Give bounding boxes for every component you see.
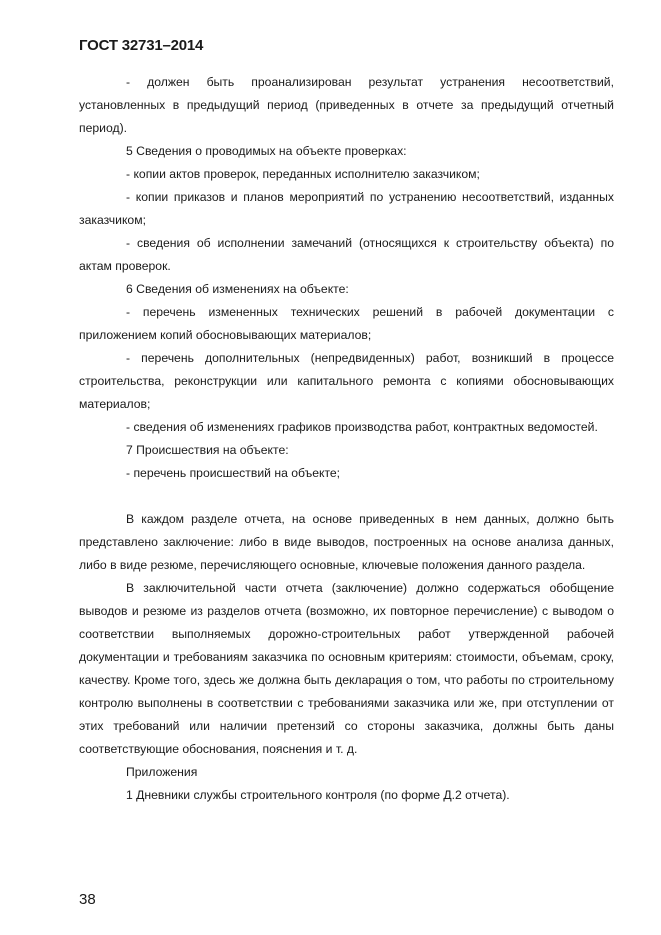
paragraph: В каждом разделе отчета, на основе приведенных в нем данных, должно быть представлено заключение: либо в виде выводов, построенных на основе анализа данных, либо в виде резюме, перечисляющего основные, ключевые положения данного раздела. bbox=[79, 512, 614, 572]
list-item: - перечень дополнительных (непредвиденных) работ, возникший в процессе строительства, реконструкции или капитального ремонта с копиями обосновывающих материалов; bbox=[79, 351, 614, 411]
section-heading: 7 Происшествия на объекте: bbox=[126, 443, 289, 457]
list-item: - копии приказов и планов мероприятий по устранению несоответствий, изданных заказчиком; bbox=[79, 190, 614, 227]
appendix-heading: Приложения bbox=[126, 765, 198, 779]
list-item: - перечень происшествий на объекте; bbox=[126, 466, 341, 480]
appendix-item: 1 Дневники службы строительного контроля (по форме Д.2 отчета). bbox=[126, 788, 510, 802]
document-id: ГОСТ 32731–2014 bbox=[79, 37, 204, 54]
list-item: - перечень измененных технических решений в рабочей документации с приложением копий обосновывающих материалов; bbox=[79, 305, 614, 342]
paragraph: В заключительной части отчета (заключение) должно содержаться обобщение выводов и резюме из разделов отчета (возможно, их повторное перечисление) с выводом о соответствии выполняемых дорожно-строительных работ утвержденной рабочей документации и требованиям заказчика по основным критериям: стоимости, объемам, сроку, качеству. Кроме того, здесь же должна быть декларация о том, что работы по строительному контролю выполнены в соответствии с требованиями заказчика или же, при отступлении от этих требований или наличии претензий со стороны заказчика, должны быть даны соответствующие обоснования, пояснения и т. д. bbox=[79, 581, 614, 756]
section-heading: 6 Сведения об изменениях на объекте: bbox=[126, 282, 349, 296]
paragraph: - должен быть проанализирован результат устранения несоответствий, установленных в предыдущий период (приведенных в отчете за предыдущий отчетный период). bbox=[79, 75, 614, 135]
list-item: - копии актов проверок, переданных исполнителю заказчиком; bbox=[126, 167, 480, 181]
list-item: - сведения об изменениях графиков производства работ, контрактных ведомостей. bbox=[126, 420, 598, 434]
page-number: 38 bbox=[79, 891, 96, 908]
blank-line bbox=[79, 485, 614, 508]
list-item: - сведения об исполнении замечаний (относящихся к строительству объекта) по актам проверок. bbox=[79, 236, 614, 273]
section-heading: 5 Сведения о проводимых на объекте проверках: bbox=[126, 144, 407, 158]
document-body bbox=[79, 71, 614, 807]
